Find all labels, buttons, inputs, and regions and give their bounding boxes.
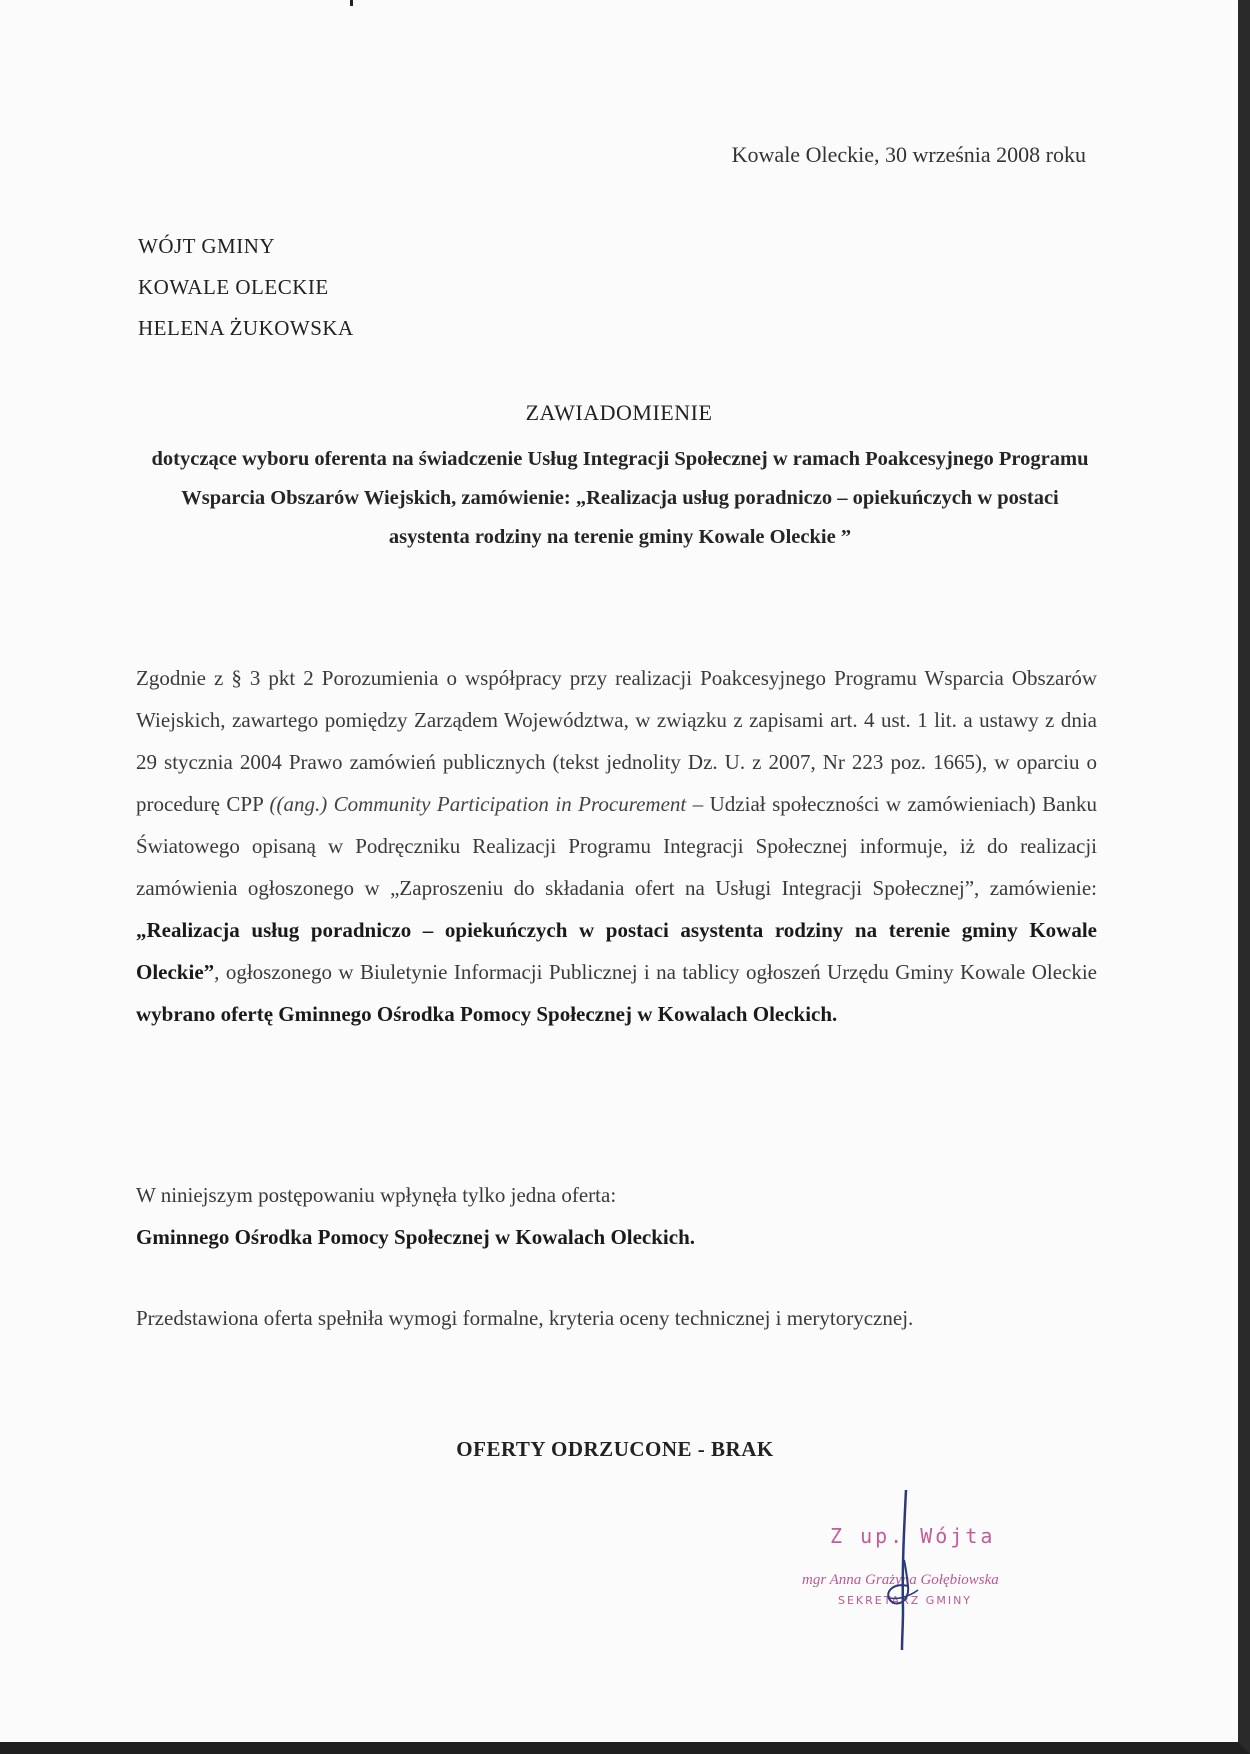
offers-paragraph — [136, 1174, 695, 1258]
sender-title: WÓJT GMINY — [138, 234, 276, 258]
offer-name-line: Gminnego Ośrodka Pomocy Społecznej w Kowalach Oleckich. — [136, 1225, 696, 1249]
evaluation-paragraph: Przedstawiona oferta spełniła wymogi formalne, kryteria oceny technicznej i merytorycznej. — [136, 1306, 914, 1330]
intro-text: Zgodnie z § 3 pkt 2 Porozumienia o współpracy przy realizacji Poakcesyjnego Programu Wsparcia Obszarów Wiejskich, zawartego pomiędzy Zarządem Województwa, w związku z zapisami art. 4 ust. 1 lit. a ustawy z dnia 29 stycznia 2004 Prawo zamówień publicznych (tekst jednolity Dz. U. z 2007, Nr 223 poz. 1665), w oparciu o procedurę CPP — [136, 666, 1097, 816]
document-subject: dotyczące wyboru oferenta na świadczenie Usług Integracji Społecznej w ramach Poakcesyjnego Programu Wsparcia Obszarów Wiejskich, zamówienie: „Realizacja usług poradniczo – opiekuńczych w postaci asystenta rodziny na terenie gminy Kowale Oleckie ” — [151, 448, 1089, 548]
selected-offer-bold: wybrano ofertę Gminnego Ośrodka Pomocy Społecznej w Kowalach Oleckich. — [136, 1002, 838, 1026]
cpp-italic-text: ((ang.) Community Participation in Procurement — [269, 792, 687, 816]
sender-name: HELENA ŻUKOWSKA — [138, 316, 354, 340]
date-line: Kowale Oleckie, 30 września 2008 roku — [731, 142, 1086, 167]
stamp-position: SEKRETARZ GMINY — [838, 1594, 973, 1607]
scan-mark — [350, 0, 353, 6]
handwritten-signature — [790, 1490, 1050, 1650]
stamp-signatory-name: mgr Anna Grażyna Gołębiowska — [802, 1572, 999, 1588]
rejected-offers-heading: OFERTY ODRZUCONE - BRAK — [456, 1437, 774, 1461]
main-paragraph — [136, 657, 1097, 1035]
official-stamp — [790, 1490, 1050, 1650]
offers-received-line: W niniejszym postępowaniu wpłynęła tylko jedna oferta: — [136, 1183, 617, 1207]
sender-block — [138, 226, 354, 349]
stamp-authorization-text: Z up. Wójta — [830, 1524, 996, 1548]
sender-municipality: KOWALE OLECKIE — [138, 275, 329, 299]
order-name-bold: „Realizacja usług poradniczo – opiekuńczych w postaci asystenta rodziny na terenie gminy Kowale Oleckie” — [136, 918, 1097, 984]
continuation-text-2: , ogłoszonego w Biuletynie Informacji Publicznej i na tablicy ogłoszeń Urzędu Gminy Kowale Oleckie — [214, 960, 1097, 984]
continuation-text: – Udział społeczności w zamówieniach) Banku Światowego opisaną w Podręczniku Realizacji Programu Integracji Społecznej informuje, iż do realizacji zamówienia ogłoszonego w „Zaproszeniu do składania ofert na Usługi Integracji Społecznej”, zamówienie: — [136, 792, 1097, 900]
document-title: ZAWIADOMIENIE — [525, 400, 713, 425]
